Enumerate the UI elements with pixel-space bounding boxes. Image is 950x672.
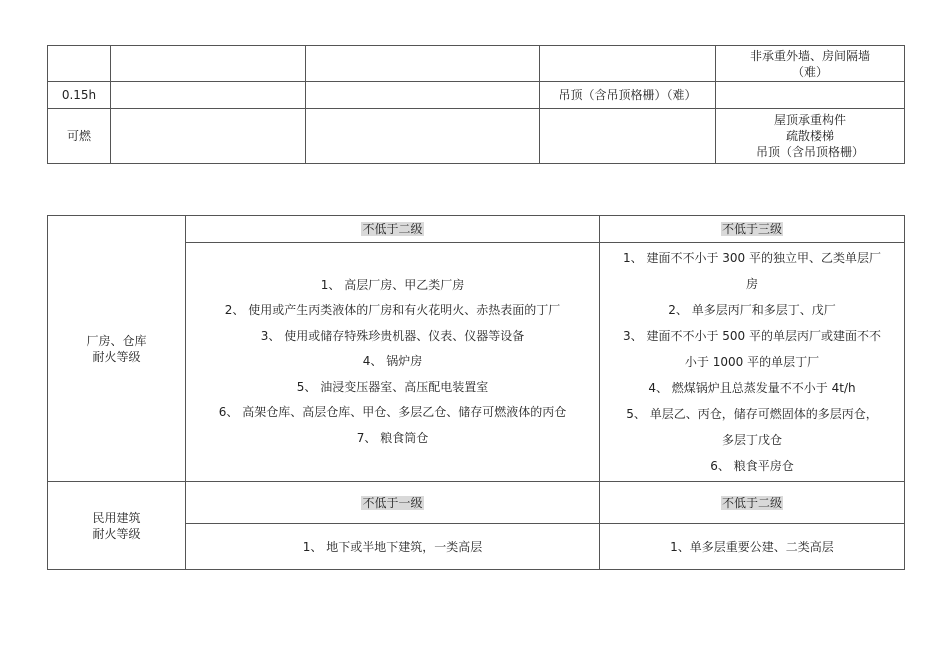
civil-building-label-cell xyxy=(48,482,186,570)
cell-line: 吊顶（含吊顶格栅） xyxy=(755,145,864,159)
list-item: 3、 使用或储存特殊珍贵机器、仪表、仪器等设备 xyxy=(260,328,525,343)
table-cell xyxy=(716,82,905,109)
table-cell: 可燃 xyxy=(48,109,111,164)
grade-heading: 不低于一级 xyxy=(362,495,423,510)
table-cell xyxy=(306,46,540,82)
list-item: 房 xyxy=(745,277,758,291)
row-label: 厂房、仓库 xyxy=(86,333,147,348)
header-cell xyxy=(186,216,600,243)
list-item: 4、 燃煤锅炉且总蒸发量不不小于 4t/h xyxy=(648,381,856,395)
grade-heading: 不低于二级 xyxy=(362,222,423,236)
grade2-list-cell xyxy=(186,243,600,482)
cell-line: 疏散楼梯 xyxy=(785,129,834,143)
row-label: 民用建筑 xyxy=(92,510,141,525)
list-item: 7、 粮食筒仓 xyxy=(356,430,429,445)
table-cell xyxy=(306,82,540,109)
table-row xyxy=(48,216,905,243)
row-label: 耐火等级 xyxy=(92,526,141,541)
list-item: 小于 1000 平的单层丁厂 xyxy=(684,355,820,369)
table-cell xyxy=(306,109,540,164)
list-item: 6、 高架仓库、高层仓库、甲仓、多层乙仓、储存可燃液体的丙仓 xyxy=(218,405,567,420)
table-cell xyxy=(111,82,306,109)
table-row xyxy=(48,46,905,82)
grade2-item-cell: 1、单多层重要公建、二类高层 xyxy=(600,524,905,570)
table-cell xyxy=(111,109,306,164)
list-item: 2、 单多层丙厂和多层丁、戊厂 xyxy=(668,303,836,317)
table-cell: 吊顶（含吊顶格栅）（难） xyxy=(540,82,716,109)
row-label: 耐火等级 xyxy=(92,349,141,364)
list-item: 4、 锅炉房 xyxy=(362,354,423,369)
list-item: 1、 高层厂房、甲乙类厂房 xyxy=(320,277,465,292)
list-item: 5、 单层乙、丙仓，储存可燃固体的多层丙仓， xyxy=(626,407,878,421)
fire-rating-requirements-table xyxy=(47,215,905,570)
table-row xyxy=(48,109,905,164)
table-cell xyxy=(111,46,306,82)
table-cell xyxy=(716,109,905,164)
table-cell xyxy=(48,46,111,82)
list-item: 1、 建面不不小于 300 平的独立甲、乙类单层厂 xyxy=(623,251,881,265)
cell-line: 非承重外墙、房间隔墙 xyxy=(749,48,870,63)
cell-line: （难） xyxy=(791,64,828,79)
table-row xyxy=(48,482,905,524)
list-item: 3、 建面不不小于 500 平的单层丙厂或建面不不 xyxy=(623,329,881,343)
list-item: 5、 油浸变压器室、高压配电装置室 xyxy=(296,379,489,394)
table-row xyxy=(48,82,905,109)
grade-heading: 不低于二级 xyxy=(721,495,782,510)
fire-resistance-components-table xyxy=(47,45,905,164)
grade3-list-cell xyxy=(600,243,905,482)
table-cell xyxy=(540,109,716,164)
table-cell: 0.15h xyxy=(48,82,111,109)
table-cell xyxy=(540,46,716,82)
grade-heading: 不低于三级 xyxy=(721,222,782,236)
grade1-item-cell: 1、 地下或半地下建筑，一类高层 xyxy=(186,524,600,570)
header-cell xyxy=(600,482,905,524)
cell-line: 屋顶承重构件 xyxy=(773,113,846,127)
table-cell xyxy=(716,46,905,82)
factory-warehouse-label-cell xyxy=(48,216,186,482)
header-cell xyxy=(600,216,905,243)
list-item: 多层丁戊仓 xyxy=(721,433,782,447)
list-item: 2、 使用或产生丙类液体的厂房和有火花明火、赤热表面的丁厂 xyxy=(224,303,561,318)
header-cell xyxy=(186,482,600,524)
list-item: 6、 粮食平房仓 xyxy=(710,459,794,473)
